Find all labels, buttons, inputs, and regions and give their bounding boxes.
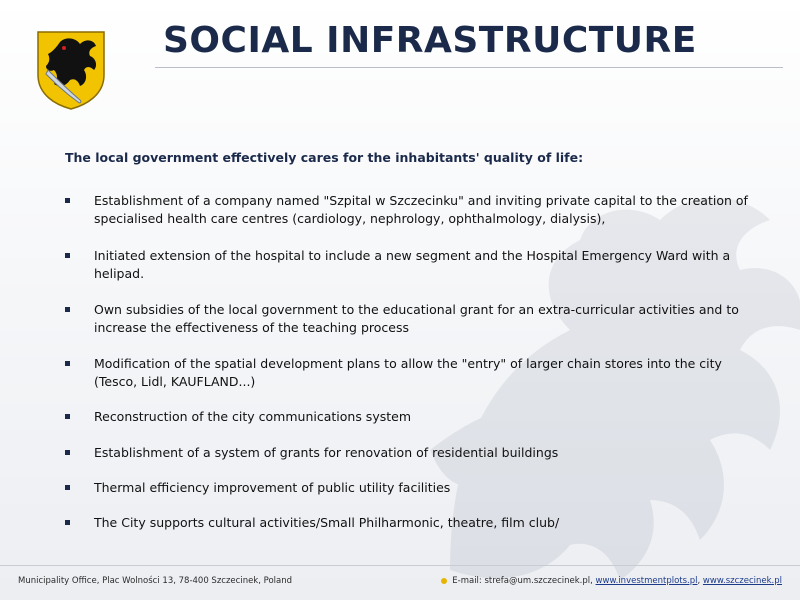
- list-item: Establishment of a system of grants for renovation of residential buildings: [65, 444, 755, 462]
- footer-email: E-mail: strefa@um.szczecinek.pl,: [452, 576, 596, 586]
- bullet-square-icon: [65, 450, 70, 455]
- list-item: Modification of the spatial development plans to allow the "entry" of larger chain stores into the city (Tesco, Lidl, KAUFLAND...): [65, 355, 755, 391]
- intro-text: The local government effectively cares for the inhabitants' quality of life:: [65, 150, 584, 165]
- list-item: Reconstruction of the city communications system: [65, 408, 755, 426]
- bullet-square-icon: [65, 253, 70, 258]
- list-item: Establishment of a company named "Szpital w Szczecinku" and inviting private capital to the creation of specialised health care centres (cardiology, nephrology, ophthalmology, dialysis),: [65, 192, 755, 228]
- investmentplots-link[interactable]: www.investmentplots.pl: [595, 576, 698, 586]
- list-item: Thermal efficiency improvement of public utility facilities: [65, 479, 755, 497]
- page-title: SOCIAL INFRASTRUCTURE: [163, 20, 697, 61]
- bullet-square-icon: [65, 361, 70, 366]
- footer-separator: ,: [697, 576, 703, 586]
- bullet-square-icon: [65, 485, 70, 490]
- bullet-square-icon: [65, 414, 70, 419]
- list-item: The City supports cultural activities/Small Philharmonic, theatre, film club/: [65, 514, 755, 532]
- griffin-coat-of-arms-icon: [36, 30, 106, 110]
- footer-divider: [0, 565, 800, 566]
- footer-address: Municipality Office, Plac Wolności 13, 78-400 Szczecinek, Poland: [18, 576, 293, 586]
- bullet-square-icon: [65, 198, 70, 203]
- list-item: Initiated extension of the hospital to include a new segment and the Hospital Emergency Ward with a helipad.: [65, 247, 755, 283]
- bullet-square-icon: [65, 520, 70, 525]
- title-divider: [155, 67, 783, 68]
- szczecinek-link[interactable]: www.szczecinek.pl: [702, 576, 782, 586]
- list-item: Own subsidies of the local government to the educational grant for an extra-curricular activities and to increase the effectiveness of the teaching process: [65, 301, 755, 337]
- footer-contact: [441, 576, 782, 586]
- footer-dot-icon: [441, 578, 447, 584]
- bullet-square-icon: [65, 307, 70, 312]
